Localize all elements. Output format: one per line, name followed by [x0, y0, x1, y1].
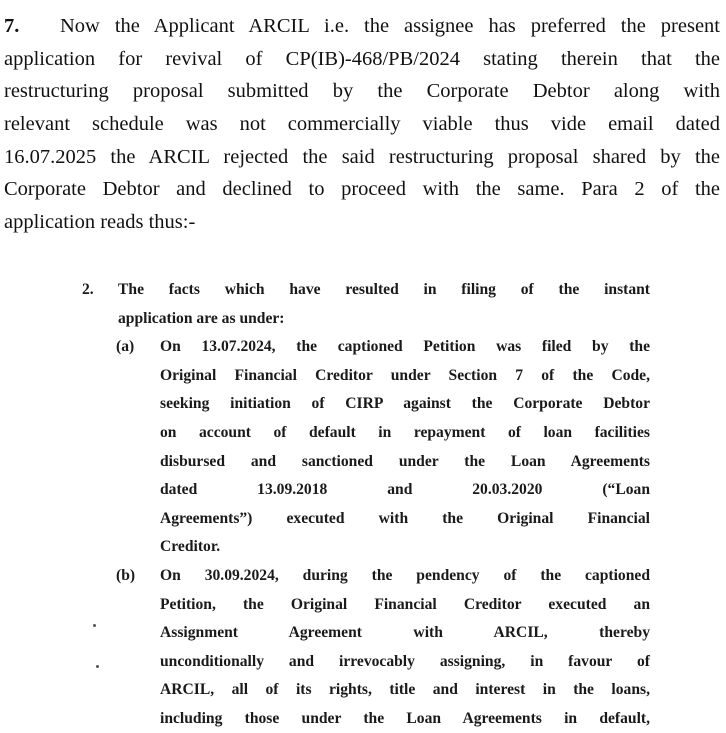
quoted-line: on account of default in repayment of loan facilities: [160, 423, 650, 441]
subitem-label: (a): [116, 338, 135, 356]
paragraph-line: application for revival of CP(IB)-468/PB/2024 stating therein that the: [4, 47, 720, 70]
subitem-b: [70, 562, 650, 733]
paragraph-7: [4, 10, 720, 239]
scan-speck: [96, 665, 99, 668]
paragraph-line: application reads thus:-: [4, 211, 196, 234]
quoted-item-2: [70, 276, 650, 333]
quoted-line: Agreements”) executed with the Original Financial: [160, 509, 650, 527]
scan-speck: [93, 624, 96, 627]
subitem-label: (b): [116, 566, 136, 584]
paragraph-line: 7. Now the Applicant ARCIL i.e. the assignee has preferred the present: [4, 10, 720, 43]
subitem-a: [70, 333, 650, 562]
quoted-line: including those under the Loan Agreements in default,: [160, 709, 650, 727]
quoted-line: dated 13.09.2018 and 20.03.2020 (“Loan: [160, 481, 650, 499]
quoted-line: application are as under:: [118, 309, 285, 327]
quoted-line: Petition, the Original Financial Creditor executed an: [160, 595, 650, 613]
paragraph-line: Corporate Debtor and declined to proceed with the same. Para 2 of the: [4, 178, 720, 201]
quoted-line: Original Financial Creditor under Section 7 of the Code,: [160, 366, 650, 384]
quoted-line: unconditionally and irrevocably assigning, in favour of: [160, 652, 650, 670]
quoted-line: On 30.09.2024, during the pendency of the captioned: [160, 566, 650, 584]
quoted-item-number: 2.: [82, 281, 94, 298]
quoted-line: disbursed and sanctioned under the Loan Agreements: [160, 452, 650, 470]
quoted-application-para: [70, 276, 650, 733]
quoted-line: On 13.07.2024, the captioned Petition was filed by the: [160, 338, 650, 356]
quoted-line: The facts which have resulted in filing of the instant: [118, 281, 650, 298]
paragraph-number: 7.: [4, 15, 20, 37]
paragraph-line: restructuring proposal submitted by the Corporate Debtor along with: [4, 80, 720, 103]
paragraph-line: 16.07.2025 the ARCIL rejected the said restructuring proposal shared by the: [4, 145, 720, 168]
quoted-line: Creditor.: [160, 538, 221, 556]
paragraph-line: relevant schedule was not commercially viable thus vide email dated: [4, 113, 720, 136]
quoted-line: ARCIL, all of its rights, title and interest in the loans,: [160, 681, 650, 699]
quoted-line: seeking initiation of CIRP against the Corporate Debtor: [160, 395, 650, 413]
quoted-line: Assignment Agreement with ARCIL, thereby: [160, 624, 650, 642]
